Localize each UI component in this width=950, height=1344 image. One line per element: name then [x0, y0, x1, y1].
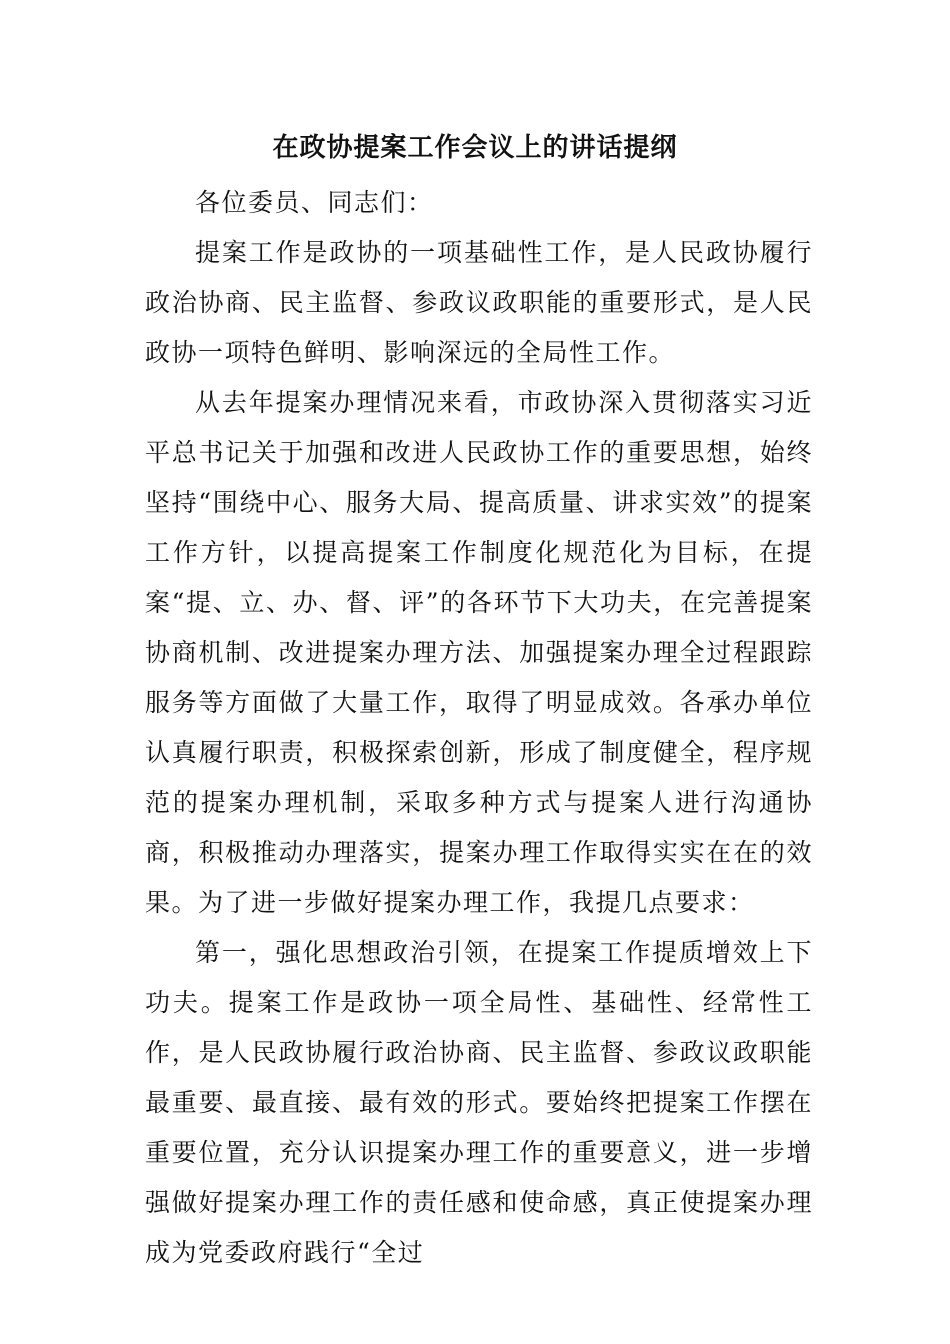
salutation-paragraph: 各位委员、同志们： [195, 188, 434, 217]
intro-paragraph: 提案工作是政协的一项基础性工作，是人民政协履行政治协商、民主监督、参政议政职能的重要形式，是人民政协一项特色鲜明、影响深远的全局性工作。 [145, 238, 813, 367]
requirement-one-paragraph: 第一，强化思想政治引领，在提案工作提质增效上下功夫。提案工作是政协一项全局性、基础性、经常性工作，是人民政协履行政治协商、民主监督、参政议政职能最重要、最直接、最有效的形式。要始终把提案工作摆在重要位置，充分认识提案办理工作的重要意义，进一步增强做好提案办理工作的责任感和使命感，真正使提案办理成为党委政府践行“全过 [145, 938, 813, 1267]
document-title: 在政协提案工作会议上的讲话提纲 [272, 133, 678, 163]
review-paragraph: 从去年提案办理情况来看，市政协深入贯彻落实习近平总书记关于加强和改进人民政协工作的重要思想，始终坚持“围绕中心、服务大局、提高质量、讲求实效”的提案工作方针，以提高提案工作制度化规范化为目标，在提案“提、立、办、督、评”的各环节下大功夫，在完善提案协商机制、改进提案办理方法、加强提案办理全过程跟踪服务等方面做了大量工作，取得了明显成效。各承办单位认真履行职责，积极探索创新，形成了制度健全，程序规范的提案办理机制，采取多种方式与提案人进行沟通协商，积极推动办理落实，提案办理工作取得实实在在的效果。为了进一步做好提案办理工作，我提几点要求： [145, 388, 813, 917]
document-body [145, 178, 813, 1278]
